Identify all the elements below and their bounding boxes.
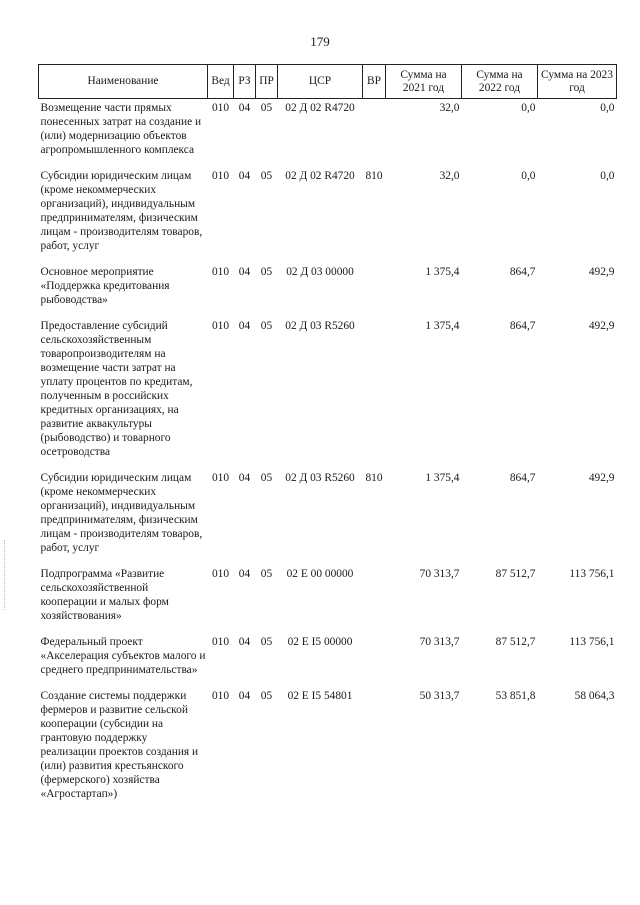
row-sum-2023: 492,9 [588, 472, 615, 484]
row-csr: 02 Д 03 R5260 [285, 472, 355, 484]
row-name: Предоставление субсидий сельскохозяйственным товаропроизводителям на возмещение части затрат на уплату процентов по кредитам, полученным в российских кредитных организациях, на развитие аквакультуры (рыбоводство) и товарного осетроводства [40, 320, 193, 458]
row-name: Создание системы поддержки фермеров и развитие сельской кооперации (субсидии на грантовую поддержку реализации проектов создания и (или) развития крестьянского (фермерского) хозяйства «Агростартап») [40, 690, 199, 800]
row-sum-2022: 87 512,7 [495, 568, 536, 580]
row-sum-2022: 53 851,8 [495, 690, 536, 702]
row-sum-2021: 1 375,4 [425, 266, 460, 278]
row-rz: 04 [238, 636, 251, 648]
header-pr: ПР [256, 65, 278, 99]
row-name: Основное мероприятие «Поддержка кредитования рыбоводства» [40, 266, 170, 306]
row-ved: 010 [211, 102, 230, 114]
row-sum-2021: 50 313,7 [419, 690, 460, 702]
row-vr [363, 317, 386, 469]
row-vr [363, 633, 386, 687]
header-sum-2021: Сумма на 2021 год [386, 65, 462, 99]
row-sum-2022: 864,7 [509, 320, 536, 332]
row-rz: 04 [238, 472, 251, 484]
row-pr: 05 [260, 266, 273, 278]
row-sum-2022: 864,7 [509, 266, 536, 278]
header-sum-2023: Сумма на 2023 год [538, 65, 617, 99]
table-header [39, 65, 617, 99]
table-row [39, 469, 617, 565]
row-sum-2023: 492,9 [588, 320, 615, 332]
row-vr: 810 [365, 472, 383, 484]
row-name: Подпрограмма «Развитие сельскохозяйственной кооперации и малых форм хозяйствования» [40, 568, 169, 622]
row-pr: 05 [260, 102, 273, 114]
table-row [39, 99, 617, 168]
row-csr: 02 Е 00 00000 [286, 568, 354, 580]
row-pr: 05 [260, 472, 273, 484]
row-sum-2023: 492,9 [588, 266, 615, 278]
row-rz: 04 [238, 690, 251, 702]
row-ved: 010 [211, 636, 230, 648]
row-sum-2021: 70 313,7 [419, 636, 460, 648]
row-rz: 04 [238, 320, 251, 332]
row-csr: 02 Д 03 R5260 [285, 320, 355, 332]
row-csr: 02 Д 02 R4720 [285, 102, 355, 114]
row-sum-2021: 1 375,4 [425, 320, 460, 332]
row-name: Возмещение части прямых понесенных затрат на создание и (или) модернизацию объектов агропромышленного комплекса [40, 102, 202, 156]
header-sum-2022: Сумма на 2022 год [462, 65, 538, 99]
row-sum-2021: 1 375,4 [425, 472, 460, 484]
row-ved: 010 [211, 690, 230, 702]
row-sum-2023: 58 064,3 [574, 690, 615, 702]
row-pr: 05 [260, 320, 273, 332]
header-vr: ВР [363, 65, 386, 99]
table-body [39, 99, 617, 812]
row-sum-2023: 0,0 [600, 102, 615, 114]
table-row [39, 687, 617, 811]
table-row [39, 317, 617, 469]
row-name: Субсидии юридическим лицам (кроме некоммерческих организаций), индивидуальным предпринимателям, физическим лицам - производителям товаров, работ, услуг [40, 170, 203, 252]
header-ved: Вед [208, 65, 234, 99]
row-sum-2022: 864,7 [509, 472, 536, 484]
row-sum-2022: 87 512,7 [495, 636, 536, 648]
page-number: 179 [310, 34, 330, 49]
row-pr: 05 [260, 636, 273, 648]
header-csr: ЦСР [278, 65, 363, 99]
row-vr [363, 687, 386, 811]
budget-table [38, 64, 617, 811]
row-vr [363, 565, 386, 633]
row-ved: 010 [211, 472, 230, 484]
scan-artifact [4, 540, 6, 610]
row-name: Субсидии юридическим лицам (кроме некоммерческих организаций), индивидуальным предпринимателям, физическим лицам - производителям товаров, работ, услуг [40, 472, 203, 554]
header-name: Наименование [39, 65, 208, 99]
row-csr: 02 Е I5 54801 [287, 690, 353, 702]
table-row [39, 633, 617, 687]
row-vr [363, 99, 386, 168]
row-sum-2021: 32,0 [439, 170, 460, 182]
row-sum-2023: 0,0 [600, 170, 615, 182]
row-rz: 04 [238, 568, 251, 580]
row-vr [363, 263, 386, 317]
row-ved: 010 [211, 568, 230, 580]
table-row [39, 263, 617, 317]
row-ved: 010 [211, 170, 230, 182]
table-row [39, 167, 617, 263]
row-pr: 05 [260, 170, 273, 182]
row-rz: 04 [238, 266, 251, 278]
header-rz: РЗ [234, 65, 256, 99]
row-sum-2021: 70 313,7 [419, 568, 460, 580]
row-csr: 02 Д 03 00000 [286, 266, 354, 278]
row-sum-2023: 113 756,1 [569, 568, 615, 580]
row-pr: 05 [260, 690, 273, 702]
row-name: Федеральный проект «Акселерация субъектов малого и среднего предпринимательства» [40, 636, 206, 676]
row-pr: 05 [260, 568, 273, 580]
table-row [39, 565, 617, 633]
row-csr: 02 Е I5 00000 [287, 636, 353, 648]
row-sum-2022: 0,0 [521, 170, 536, 182]
row-sum-2021: 32,0 [439, 102, 460, 114]
row-sum-2022: 0,0 [521, 102, 536, 114]
row-rz: 04 [238, 102, 251, 114]
row-sum-2023: 113 756,1 [569, 636, 615, 648]
row-vr: 810 [365, 170, 383, 182]
row-csr: 02 Д 02 R4720 [285, 170, 355, 182]
row-ved: 010 [211, 320, 230, 332]
row-ved: 010 [211, 266, 230, 278]
row-rz: 04 [238, 170, 251, 182]
